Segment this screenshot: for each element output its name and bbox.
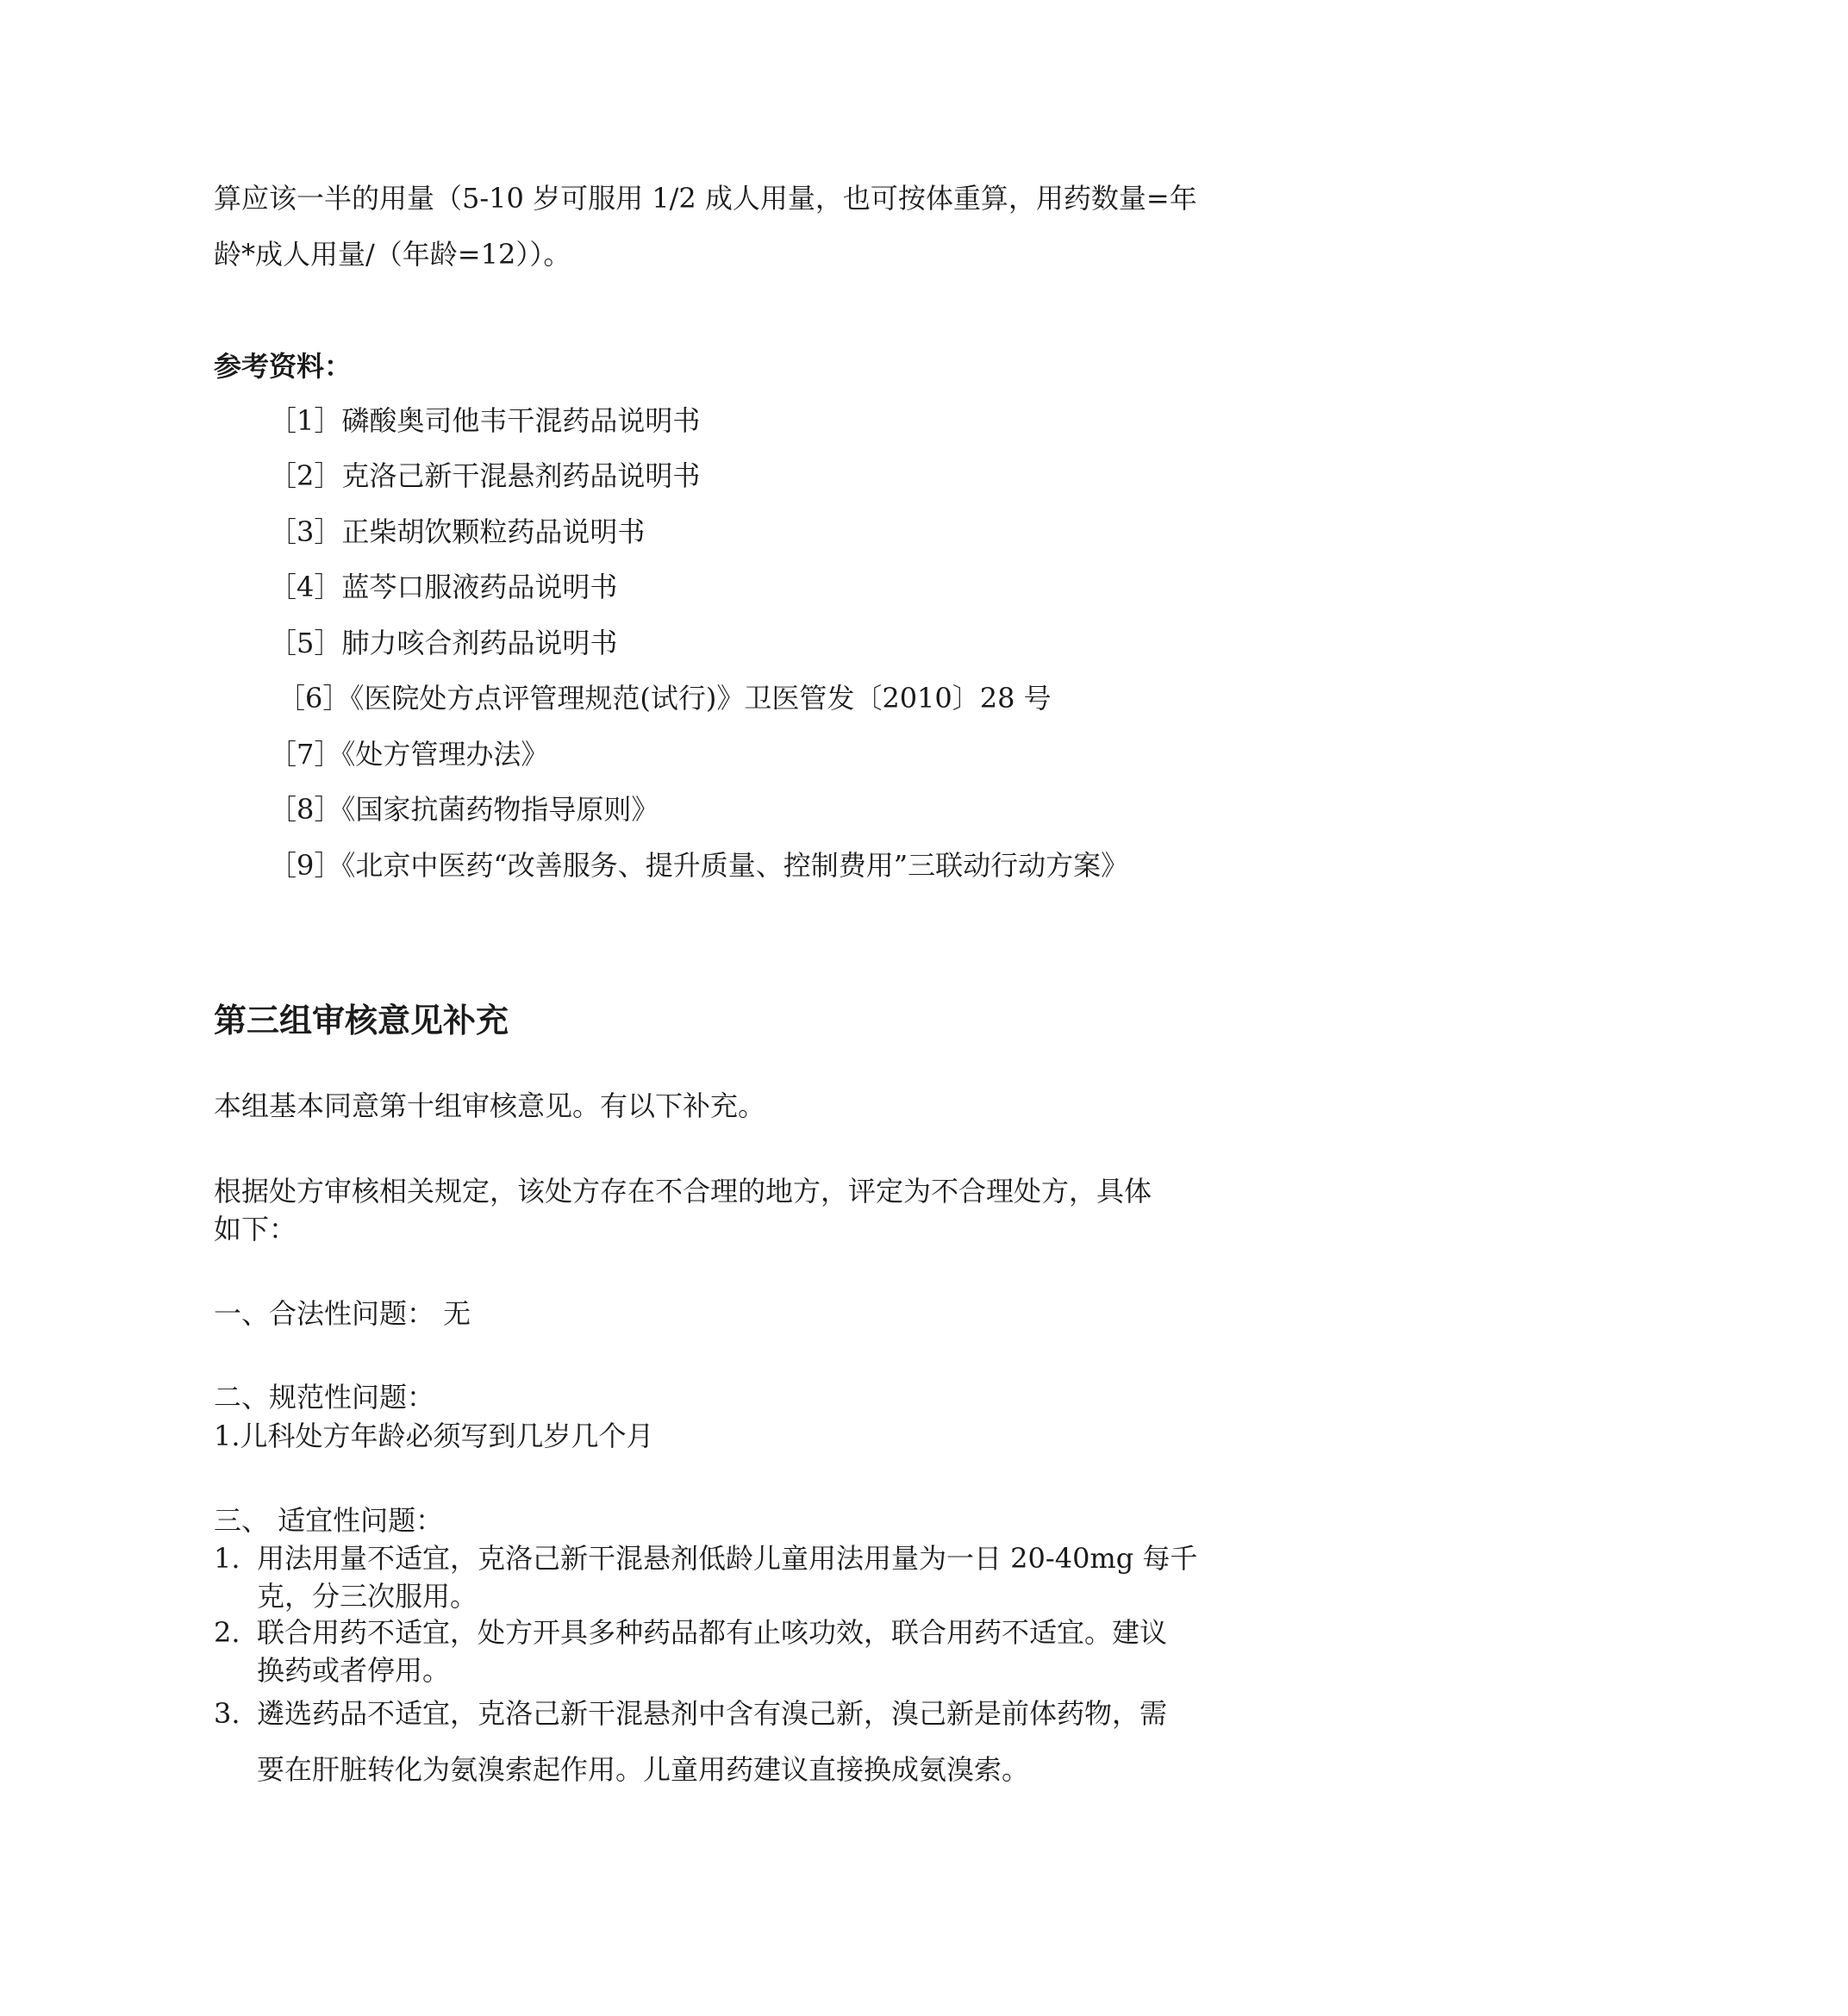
references-title: 参考资料： bbox=[214, 350, 353, 383]
reference-item: ［5］肺力咳合剂药品说明书 bbox=[269, 627, 618, 659]
standard-issue-item: 1.儿科处方年龄必须写到几岁几个月 bbox=[214, 1420, 654, 1452]
suitability-issue-title: 三、 适宜性问题： bbox=[214, 1504, 444, 1537]
standard-issue-title: 二、规范性问题： bbox=[214, 1381, 435, 1414]
list-item-number: 2. bbox=[214, 1616, 240, 1649]
section-heading: 第三组审核意见补充 bbox=[214, 1002, 509, 1039]
reference-item: ［7］《处方管理办法》 bbox=[269, 738, 549, 771]
section-paragraph-2-line-1: 根据处方审核相关规定，该处方存在不合理的地方，评定为不合理处方，具体 bbox=[214, 1175, 1152, 1208]
list-item-text: 换药或者停用。 bbox=[257, 1654, 451, 1687]
reference-item: ［6］《医院处方点评管理规范(试行)》卫医管发〔2010〕28 号 bbox=[278, 682, 1052, 715]
intro-line-2: 龄*成人用量/（年龄=12））。 bbox=[214, 238, 571, 271]
list-item-text: 克，分三次服用。 bbox=[257, 1580, 478, 1613]
intro-line-1: 算应该一半的用量（5-10 岁可服用 1/2 成人用量，也可按体重算，用药数量=年 bbox=[214, 182, 1197, 215]
legality-issue: 一、合法性问题： 无 bbox=[214, 1297, 471, 1330]
section-paragraph-1: 本组基本同意第十组审核意见。有以下补充。 bbox=[214, 1089, 766, 1122]
list-item-number: 3. bbox=[214, 1697, 240, 1730]
list-item-text: 遴选药品不适宜，克洛己新干混悬剂中含有溴己新，溴己新是前体药物，需 bbox=[257, 1697, 1168, 1730]
list-item-text: 用法用量不适宜，克洛己新干混悬剂低龄儿童用法用量为一日 20-40mg 每千 bbox=[257, 1542, 1198, 1575]
reference-item: ［9］《北京中医药“改善服务、提升质量、控制费用”三联动行动方案》 bbox=[269, 849, 1129, 882]
section-paragraph-2-line-2: 如下： bbox=[214, 1213, 297, 1245]
reference-item: ［4］蓝芩口服液药品说明书 bbox=[269, 571, 618, 603]
list-item-number: 1. bbox=[214, 1542, 240, 1575]
reference-item: ［8］《国家抗菌药物指导原则》 bbox=[269, 793, 659, 826]
reference-item: ［3］正柴胡饮颗粒药品说明书 bbox=[269, 515, 646, 548]
list-item-text: 要在肝脏转化为氨溴索起作用。儿童用药建议直接换成氨溴索。 bbox=[257, 1753, 1030, 1786]
reference-item: ［1］磷酸奥司他韦干混药品说明书 bbox=[269, 404, 701, 437]
list-item-text: 联合用药不适宜，处方开具多种药品都有止咳功效，联合用药不适宜。建议 bbox=[257, 1616, 1168, 1649]
reference-item: ［2］克洛己新干混悬剂药品说明书 bbox=[269, 459, 701, 492]
